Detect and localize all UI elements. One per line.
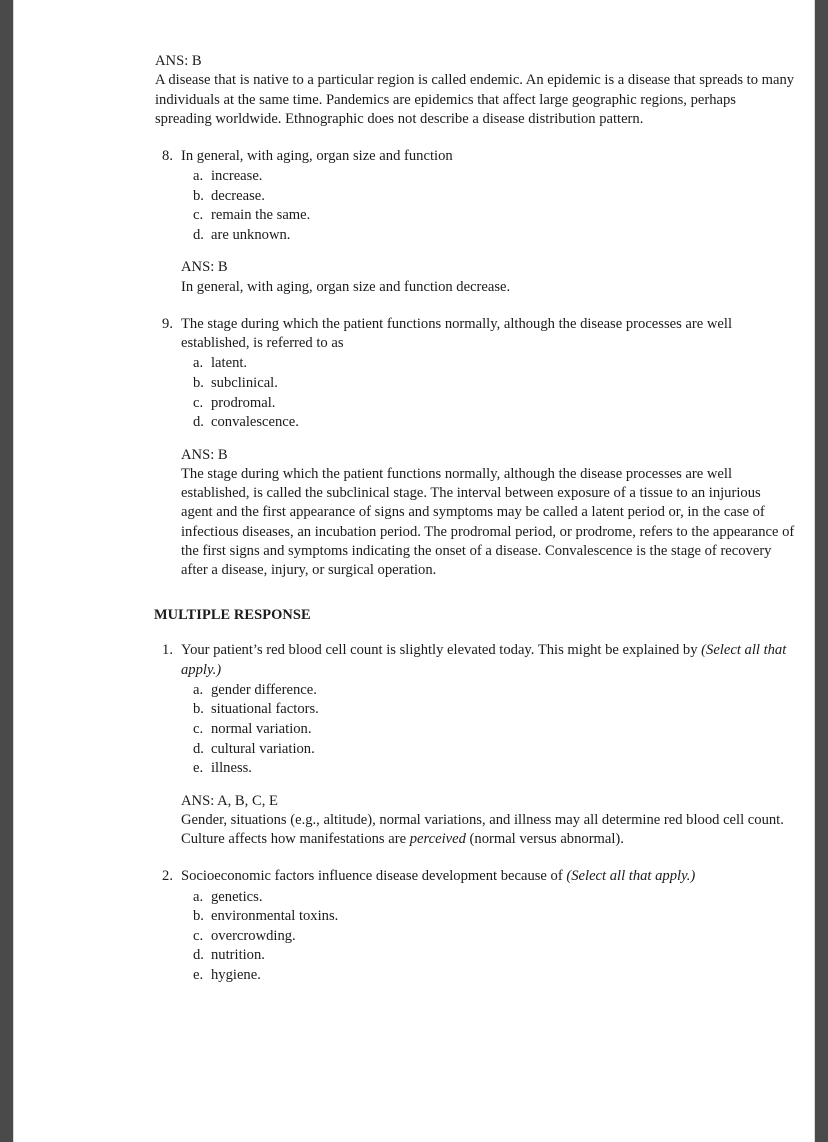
question-number: 9. (162, 315, 173, 332)
list-item[interactable] (181, 681, 795, 701)
list-item[interactable] (181, 226, 795, 246)
document-page (14, 0, 814, 1142)
choice-label: b. (193, 908, 204, 925)
list-item[interactable] (181, 413, 795, 433)
list-item[interactable] (181, 888, 795, 908)
choice-label: a. (193, 681, 204, 698)
answer-explanation (181, 811, 795, 850)
list-item[interactable] (181, 927, 795, 947)
list-item[interactable] (181, 907, 795, 927)
list-item[interactable] (181, 187, 795, 207)
choice-text: are unknown. (211, 226, 291, 243)
question-text: The stage during which the patient functions normally, although the disease processes are well established, is referred to as (181, 315, 733, 352)
question-item (155, 315, 795, 433)
question-item (155, 147, 795, 245)
choice-text: nutrition. (211, 947, 265, 964)
question-body (181, 147, 795, 245)
choice-text: gender difference. (211, 681, 317, 698)
choice-text: genetics. (211, 888, 263, 905)
answer-explanation: A disease that is native to a particular region is called endemic. An epidemic is a disease that spreads to many individuals at the same time. Pandemics are epidemics that affect large geographic regions, perhaps spreading worldwide. Ethnographic does not describe a disease distribution pattern. (155, 72, 795, 127)
choice-label: b. (193, 187, 204, 204)
choice-text: prodromal. (211, 394, 276, 411)
choice-label: c. (193, 927, 204, 944)
choice-label: e. (193, 760, 204, 777)
choice-text: latent. (211, 355, 248, 372)
question-item (155, 641, 795, 778)
choice-label: a. (193, 168, 204, 185)
answer-block (181, 258, 795, 297)
choice-list (181, 888, 795, 986)
choice-label: a. (193, 888, 204, 905)
list-item[interactable] (181, 394, 795, 414)
list-item[interactable] (181, 946, 795, 966)
choice-label: e. (193, 966, 204, 983)
question-body (181, 641, 795, 778)
list-item[interactable] (181, 966, 795, 986)
choice-text: hygiene. (211, 966, 261, 983)
list-item[interactable] (181, 206, 795, 226)
answer-label: ANS: B (155, 53, 202, 69)
question-text-emphasis: (Select all that apply.) (181, 642, 787, 678)
question-number: 8. (162, 148, 173, 164)
choice-label: b. (193, 374, 204, 391)
choice-text: illness. (211, 760, 252, 777)
list-item[interactable] (181, 354, 795, 374)
choice-label: d. (193, 740, 204, 757)
answer-explanation: The stage during which the patient functions normally, although the disease processes are well established, is called the subclinical stage. The interval between exposure of a tissue to an injurious agent and the first appearance of signs and symptoms may be called a latent period or, in the case of infectious diseases, an incubation period. The prodromal period, or prodrome, refers to the appearance of the first signs and symptoms indicating the onset of a disease. Convalescence is the stage of recovery after a disease, injury, or surgical operation. (181, 465, 795, 579)
list-item[interactable] (181, 740, 795, 760)
list-item[interactable] (181, 700, 795, 720)
choice-label: a. (193, 355, 204, 372)
list-item[interactable] (181, 720, 795, 740)
document-content (155, 52, 795, 985)
question-text-emphasis: (Select all that apply.) (566, 868, 696, 885)
question-item (155, 867, 795, 985)
answer-label: ANS: B (181, 446, 228, 463)
choice-text: overcrowding. (211, 927, 296, 944)
choice-text: normal variation. (211, 720, 312, 737)
section-heading: MULTIPLE RESPONSE (154, 607, 311, 624)
question-text (181, 867, 795, 886)
choice-label: c. (193, 720, 204, 737)
choice-text: decrease. (211, 187, 265, 204)
answer-block (155, 52, 795, 129)
choice-list (181, 681, 795, 779)
choice-text: remain the same. (211, 207, 311, 224)
choice-label: b. (193, 701, 204, 718)
choice-label: c. (193, 207, 204, 224)
answer-label: ANS: A, B, C, E (181, 792, 278, 809)
question-text-lead: Socioeconomic factors influence disease development because of (181, 868, 567, 885)
answer-text-tail: (normal versus abnormal). (465, 831, 624, 848)
answer-block (181, 792, 795, 850)
list-item[interactable] (181, 374, 795, 394)
question-body (181, 867, 795, 985)
choice-list (181, 167, 795, 245)
choice-label: d. (193, 226, 204, 243)
question-number: 2. (162, 868, 173, 885)
choice-text: environmental toxins. (211, 908, 339, 925)
answer-label: ANS: B (181, 259, 228, 276)
choice-label: d. (193, 414, 204, 431)
choice-label: c. (193, 394, 204, 411)
list-item[interactable] (181, 759, 795, 779)
choice-text: situational factors. (211, 701, 319, 718)
question-text-lead: Your patient’s red blood cell count is slightly elevated today. This might be explained by (181, 642, 702, 659)
answer-text-emphasis: perceived (409, 831, 466, 848)
choice-list (181, 354, 795, 432)
choice-text: subclinical. (211, 374, 278, 391)
question-number: 1. (162, 642, 173, 659)
answer-explanation: In general, with aging, organ size and function decrease. (181, 278, 511, 295)
question-text (181, 641, 795, 680)
answer-text-lead: Gender, situations (e.g., altitude), normal variations, and illness may all determine red blood cell count. Culture affects how manifestations are (181, 811, 784, 848)
answer-block (181, 446, 795, 581)
question-text: In general, with aging, organ size and function (181, 148, 453, 164)
question-body (181, 315, 795, 433)
list-item[interactable] (181, 167, 795, 187)
choice-label: d. (193, 947, 204, 964)
choice-text: cultural variation. (211, 740, 315, 757)
choice-text: convalescence. (211, 414, 299, 431)
choice-text: increase. (211, 168, 263, 185)
